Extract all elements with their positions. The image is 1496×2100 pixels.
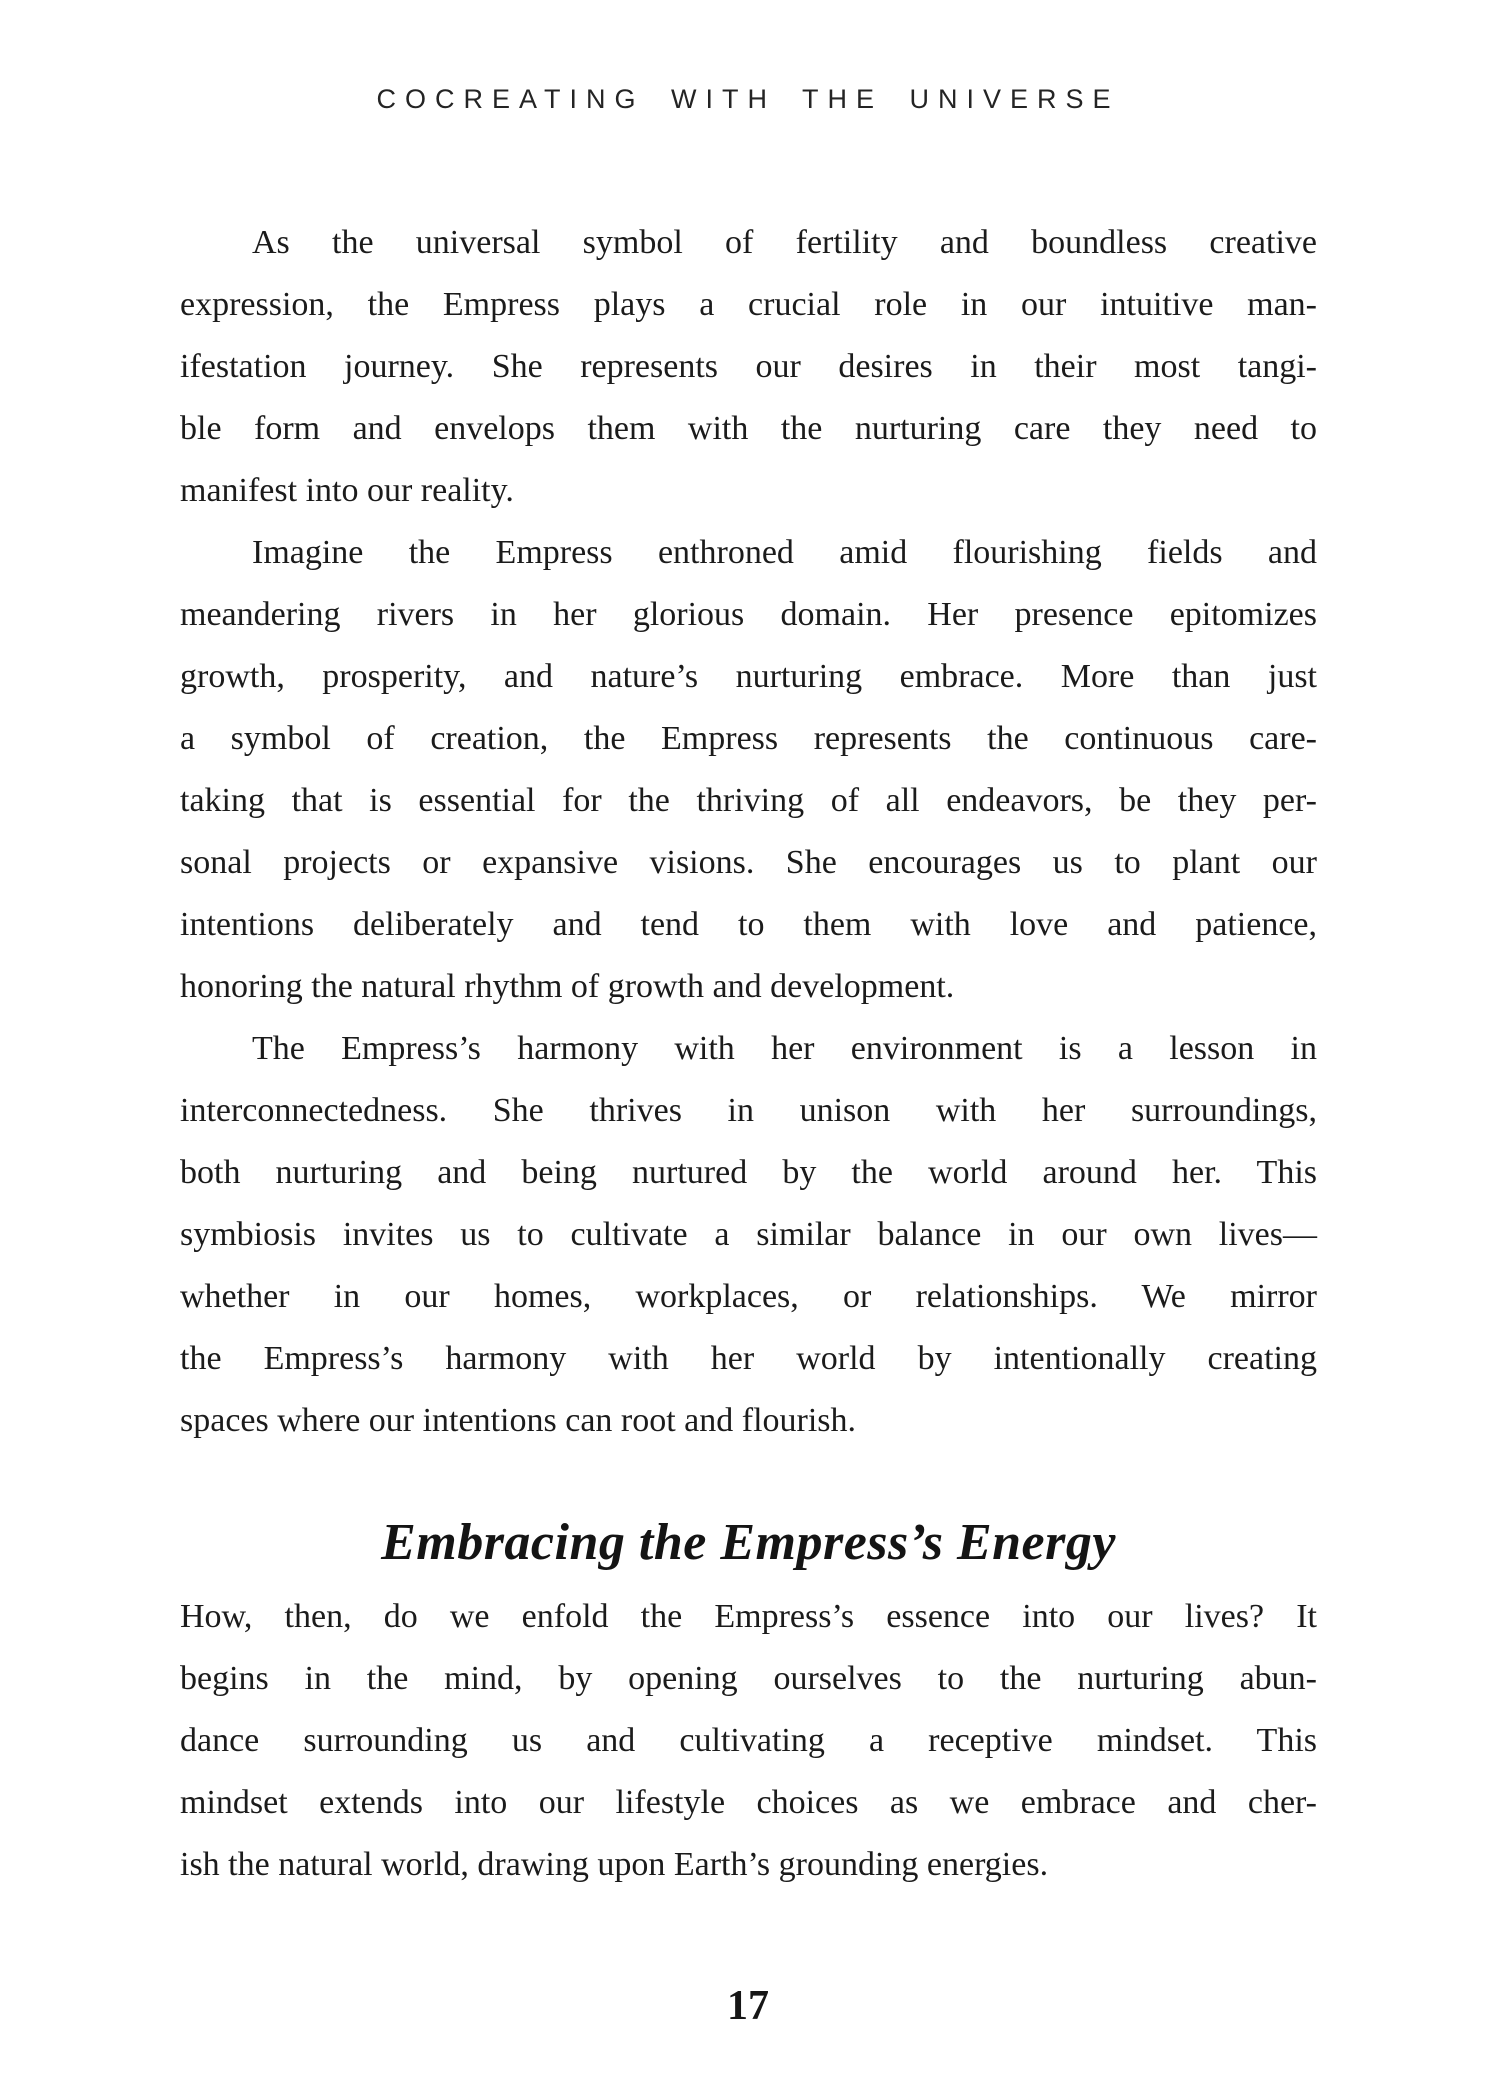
text-line: spaces where our intentions can root and flourish.	[180, 1402, 857, 1439]
text-line: The Empress’s harmony with her environment is a lesson in	[252, 1030, 1317, 1067]
text-line: mindset extends into our lifestyle choices as we embrace and cher-	[180, 1784, 1317, 1821]
paragraph	[180, 1586, 1317, 1896]
text-line: dance surrounding us and cultivating a receptive mindset. This	[180, 1722, 1317, 1759]
text-line: How, then, do we enfold the Empress’s essence into our lives? It	[180, 1598, 1317, 1635]
text-line: taking that is essential for the thriving of all endeavors, be they per-	[180, 782, 1317, 819]
text-line: the Empress’s harmony with her world by intentionally creating	[180, 1340, 1317, 1377]
text-line: manifest into our reality.	[180, 472, 514, 509]
text-line: meandering rivers in her glorious domain. Her presence epitomizes	[180, 596, 1317, 633]
text-line: symbiosis invites us to cultivate a similar balance in our own lives—	[180, 1216, 1317, 1253]
text-line: ifestation journey. She represents our desires in their most tangi-	[180, 348, 1317, 385]
text-line: intentions deliberately and tend to them with love and patience,	[180, 906, 1317, 943]
text-line: both nurturing and being nurtured by the world around her. This	[180, 1154, 1317, 1191]
text-line: ish the natural world, drawing upon Earth’s grounding energies.	[180, 1846, 1049, 1883]
text-line: honoring the natural rhythm of growth and development.	[180, 968, 955, 1005]
text-line: expression, the Empress plays a crucial role in our intuitive man-	[180, 286, 1317, 323]
paragraph	[180, 212, 1317, 522]
text-line: a symbol of creation, the Empress represents the continuous care-	[180, 720, 1317, 757]
text-line: growth, prosperity, and nature’s nurturing embrace. More than just	[180, 658, 1317, 695]
running-header	[0, 84, 1496, 115]
text-line: begins in the mind, by opening ourselves to the nurturing abun-	[180, 1660, 1317, 1697]
paragraph	[180, 1018, 1317, 1452]
text-line: interconnectedness. She thrives in unison with her surroundings,	[180, 1092, 1317, 1129]
text-line: sonal projects or expansive visions. She encourages us to plant our	[180, 844, 1317, 881]
running-header-title: COCREATING WITH THE UNIVERSE	[376, 84, 1120, 114]
section-heading: Embracing the Empress’s Energy	[381, 1514, 1116, 1571]
body-text	[180, 212, 1317, 1896]
text-line: Imagine the Empress enthroned amid flourishing fields and	[252, 534, 1317, 571]
text-line: ble form and envelops them with the nurturing care they need to	[180, 410, 1317, 447]
text-line: whether in our homes, workplaces, or relationships. We mirror	[180, 1278, 1317, 1315]
page-number: 17	[727, 1983, 769, 2029]
text-line: As the universal symbol of fertility and boundless creative	[252, 224, 1317, 261]
paragraph	[180, 522, 1317, 1018]
